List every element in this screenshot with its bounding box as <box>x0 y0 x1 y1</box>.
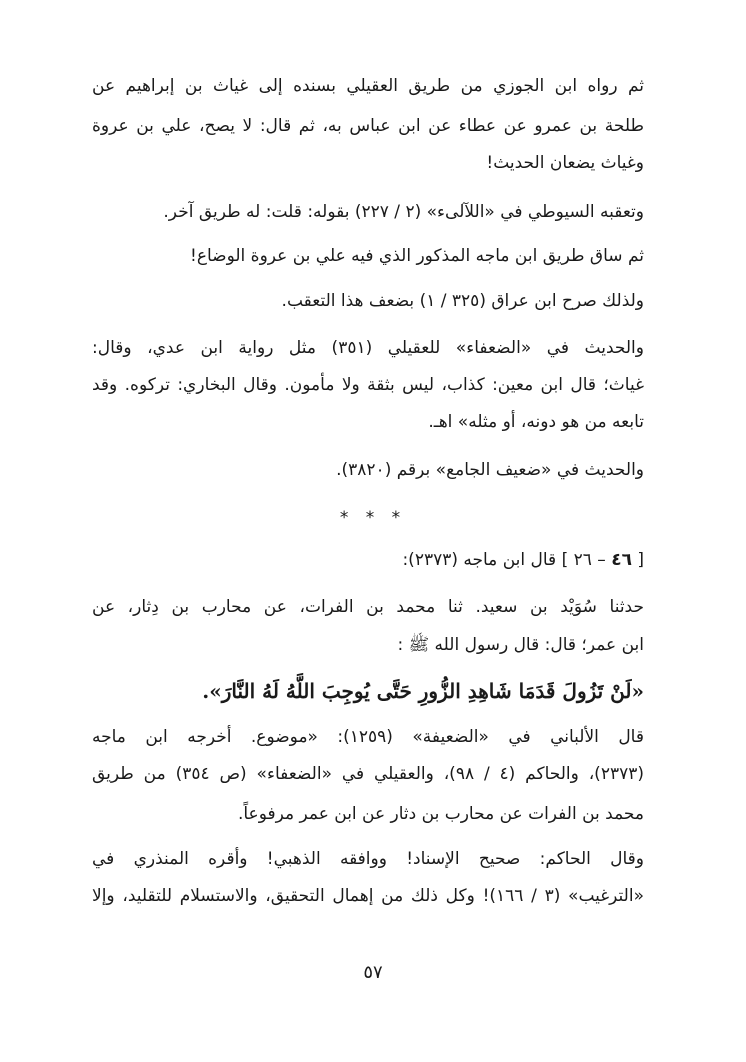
isnad-line: حدثنا سُوَيْد بن سعيد. ثنا محمد بن الفرات، عن محارب بن دِثار، عن <box>92 597 644 617</box>
commentary-line: قال الألباني في «الضعيفة» (١٢٥٩): «موضوع. أخرجه ابن ماجه <box>92 727 644 747</box>
heading-open-bracket: [ <box>637 550 644 570</box>
paragraph-line: ولذلك صرح ابن عراق (٣٢٥ / ١) بضعف هذا التعقب. <box>281 291 644 311</box>
paragraph-line: تابعه من هو دونه، أو مثله» اهـ. <box>428 412 644 432</box>
commentary-line: محمد بن الفرات عن محارب بن دثار عن ابن عمر مرفوعاً. <box>237 804 644 824</box>
isnad-line: ابن عمر؛ قال: قال رسول الله ﷺ : <box>397 635 644 655</box>
commentary-line: (٢٣٧٣)، والحاكم (٤ / ٩٨)، والعقيلي في «الضعفاء» (ص ٣٥٤) من طريق <box>92 764 644 784</box>
page-number: ٥٧ <box>363 962 383 983</box>
hadith-text: «لَنْ تَزُولَ قَدَمَا شَاهِدِ الزُّورِ حَتَّى يُوجِبَ اللَّهُ لَهُ النَّارَ». <box>202 679 644 703</box>
paragraph-line: طلحة بن عمرو عن عطاء عن ابن عباس به، ثم قال: لا يصح، علي بن عروة <box>92 116 644 136</box>
heading-close-bracket: ] <box>561 550 569 570</box>
section-separator: * * * <box>339 508 407 528</box>
commentary-line: «الترغيب» (٣ / ١٦٦)! وكل ذلك من إهمال التحقيق، والاستسلام للتقليد، وإلا <box>92 886 644 906</box>
paragraph-line: غياث؛ قال ابن معين: كذاب، ليس بثقة ولا مأمون. وقال البخاري: تركوه. وقد <box>92 375 644 395</box>
heading-dash: – <box>597 550 606 570</box>
commentary-line: وقال الحاكم: صحيح الإسناد! ووافقه الذهبي! وأقره المنذري في <box>92 849 644 869</box>
hadith-source: قال ابن ماجه (٢٣٧٣): <box>402 550 557 570</box>
hadith-heading <box>92 547 644 573</box>
paragraph-line: ثم ساق طريق ابن ماجه المذكور الذي فيه علي بن عروة الوضاع! <box>190 246 644 266</box>
paragraph-line: والحديث في «ضعيف الجامع» برقم (٣٨٢٠). <box>336 460 644 480</box>
paragraph-line: والحديث في «الضعفاء» للعقيلي (٣٥١) مثل رواية ابن عدي، وقال: <box>92 338 644 358</box>
paragraph-line: وتعقبه السيوطي في «اللآلىء» (٢ / ٢٢٧) بقوله: قلت: له طريق آخر. <box>163 202 644 222</box>
hadith-number: ٤٦ <box>611 550 632 570</box>
hadith-sub-number: ٢٦ <box>573 550 592 570</box>
paragraph-line: وغياث يضعان الحديث! <box>486 153 644 173</box>
paragraph-line: ثم رواه ابن الجوزي من طريق العقيلي بسنده إلى غياث بن إبراهيم عن <box>92 76 644 96</box>
